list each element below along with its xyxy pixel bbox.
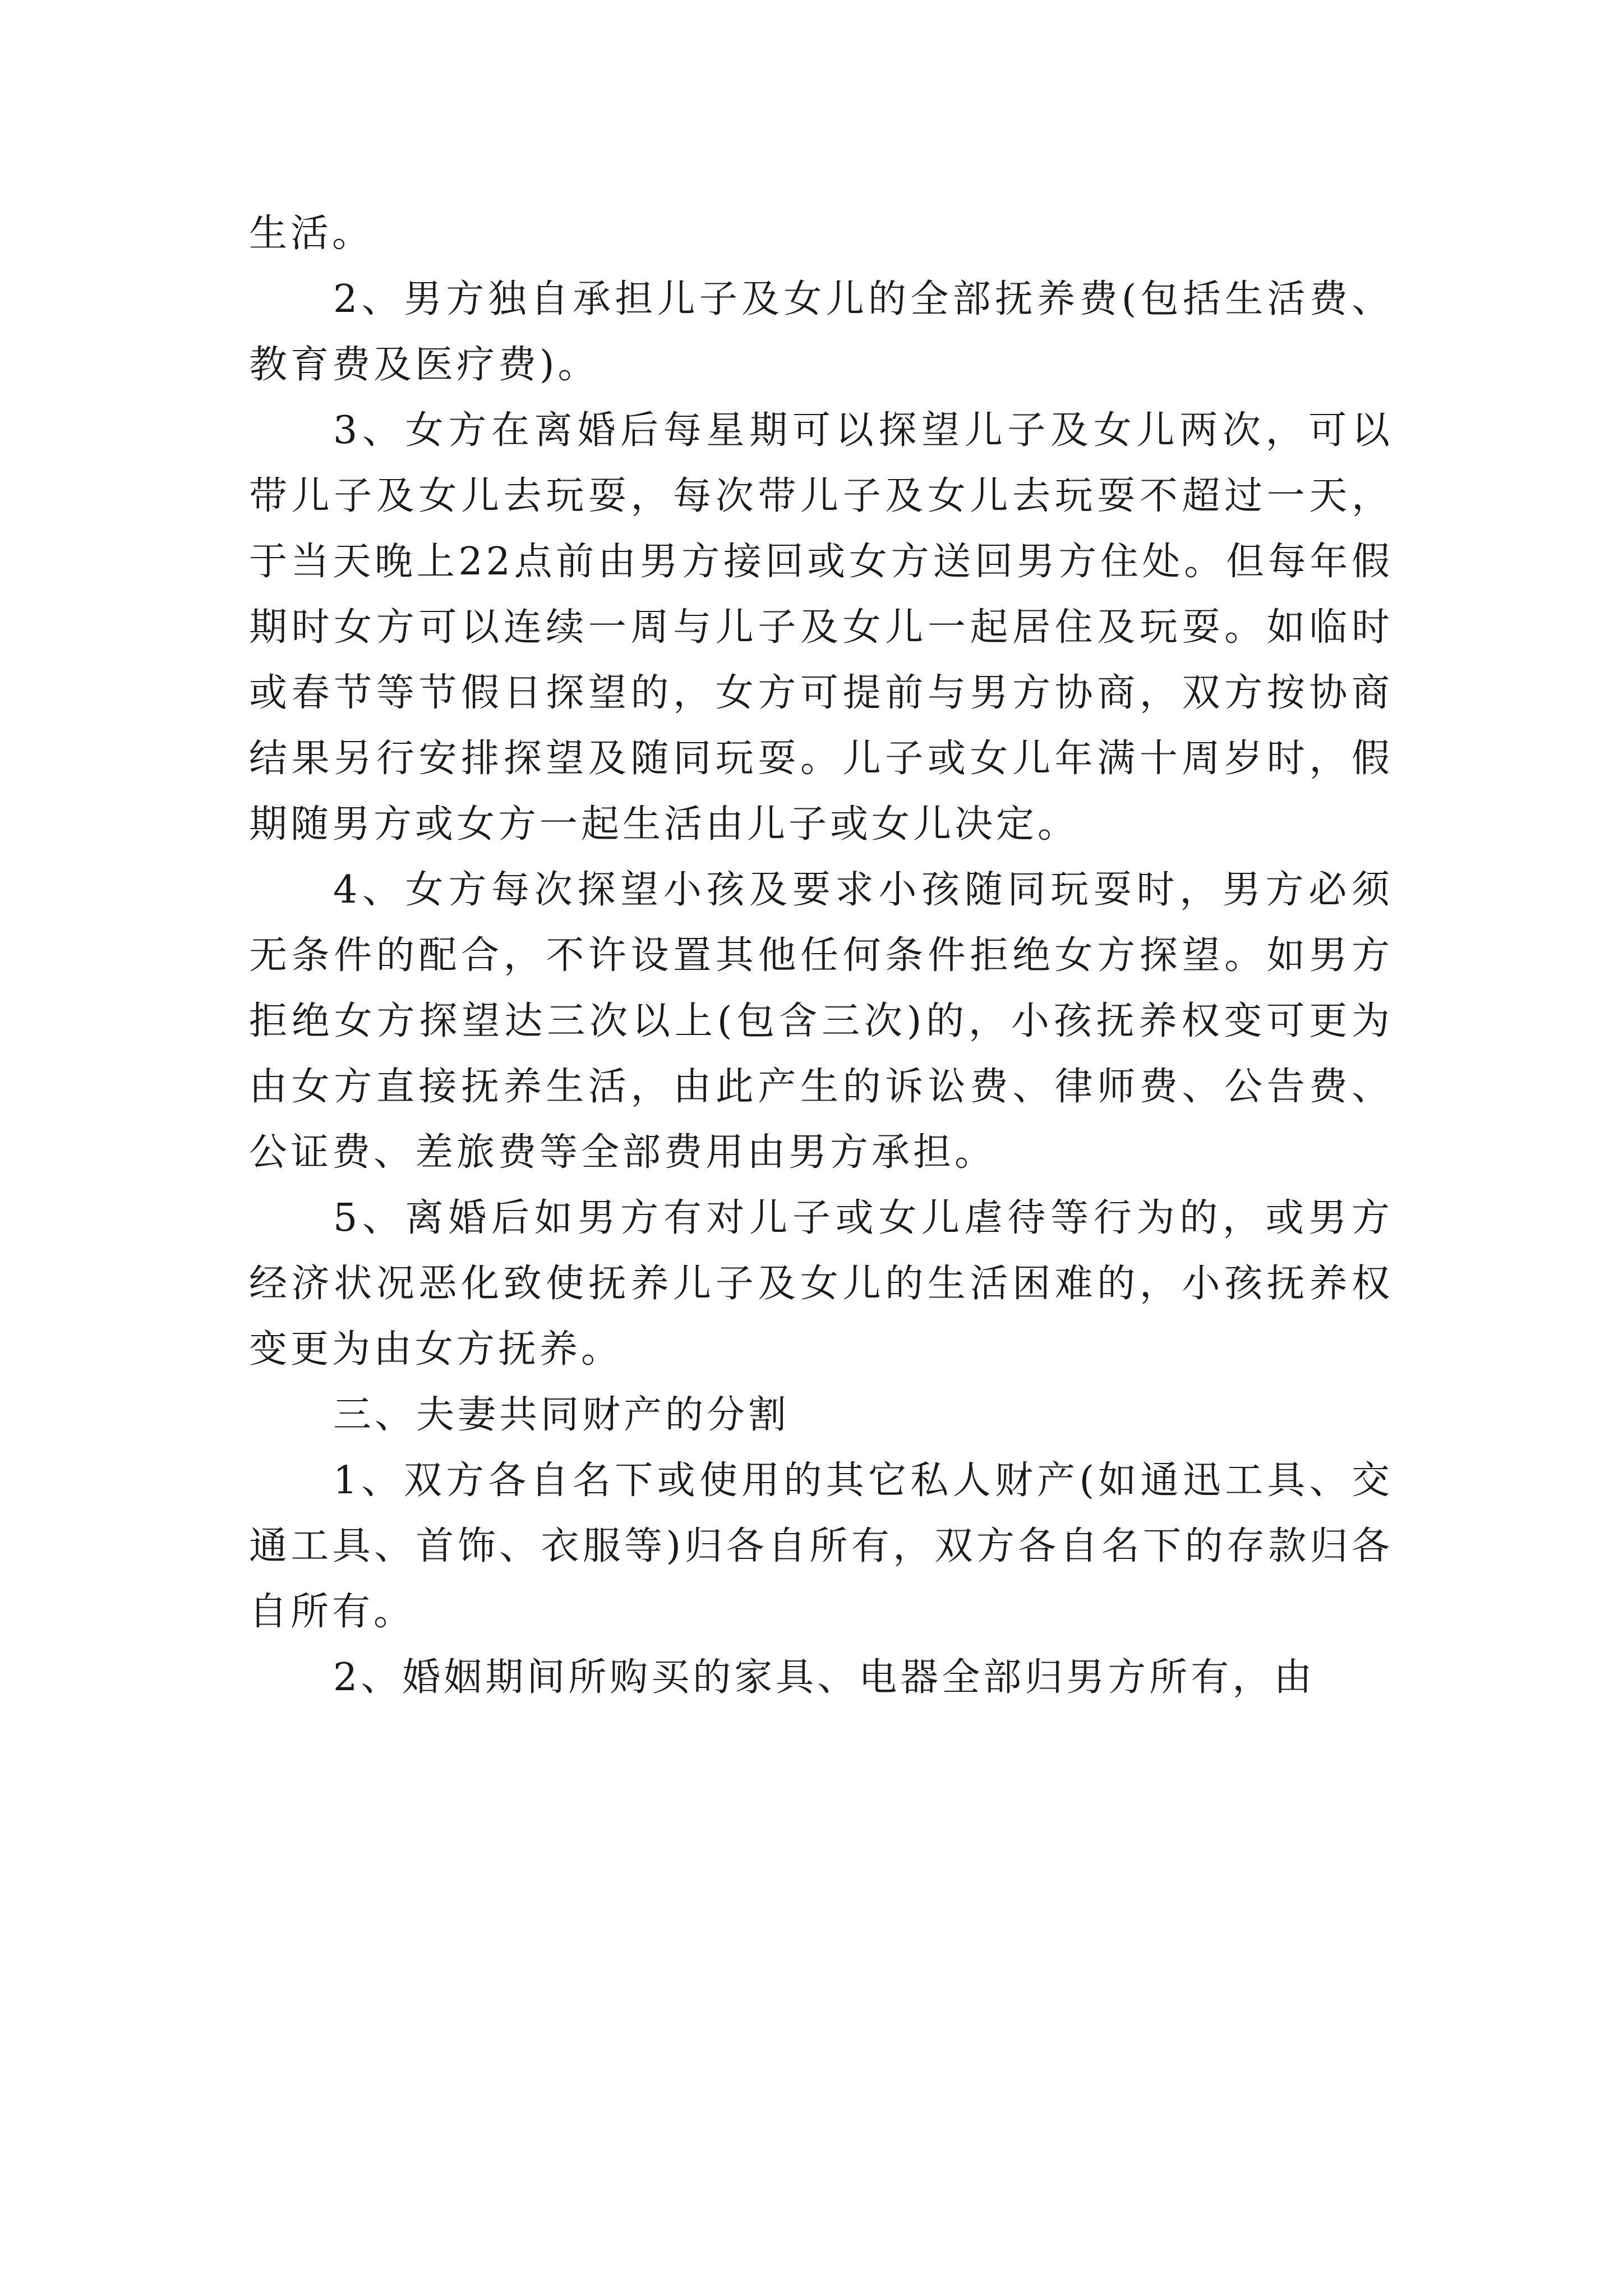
paragraph-item-2: 2、男方独自承担儿子及女儿的全部抚养费(包括生活费、教育费及医疗费)。 — [249, 277, 1393, 387]
paragraph-continuation: 生活。 — [249, 211, 374, 256]
paragraph-item-5: 5、离婚后如男方有对儿子或女儿虐待等行为的，或男方经济状况恶化致使抚养儿子及女儿的生活困难的，小孩抚养权变更为由女方抚养。 — [249, 1196, 1393, 1372]
document-body — [249, 201, 1393, 1710]
paragraph-property-2: 2、婚姻期间所购买的家具、电器全部归男方所有，由 — [333, 1655, 1316, 1700]
paragraph-item-4: 4、女方每次探望小孩及要求小孩随同玩耍时，男方必须无条件的配合，不许设置其他任何条件拒绝女方探望。如男方拒绝女方探望达三次以上(包含三次)的，小孩抚养权变可更为由女方直接抚养生活，由此产生的诉讼费、律师费、公告费、公证费、差旅费等全部费用由男方承担。 — [249, 868, 1393, 1175]
paragraph-property-1: 1、双方各自名下或使用的其它私人财产(如通迅工具、交通工具、首饰、衣服等)归各自所有，双方各自名下的存款归各自所有。 — [249, 1458, 1393, 1634]
section-heading-property-division: 三、夫妻共同财产的分割 — [333, 1393, 790, 1437]
paragraph-item-3: 3、女方在离婚后每星期可以探望儿子及女儿两次，可以带儿子及女儿去玩耍，每次带儿子及女儿去玩耍不超过一天，于当天晚上22点前由男方接回或女方送回男方住处。但每年假期时女方可以连续一周与儿子及女儿一起居住及玩耍。如临时或春节等节假日探望的，女方可提前与男方协商，双方按协商结果另行安排探望及随同玩耍。儿子或女儿年满十周岁时，假期随男方或女方一起生活由儿子或女儿决定。 — [249, 408, 1393, 846]
